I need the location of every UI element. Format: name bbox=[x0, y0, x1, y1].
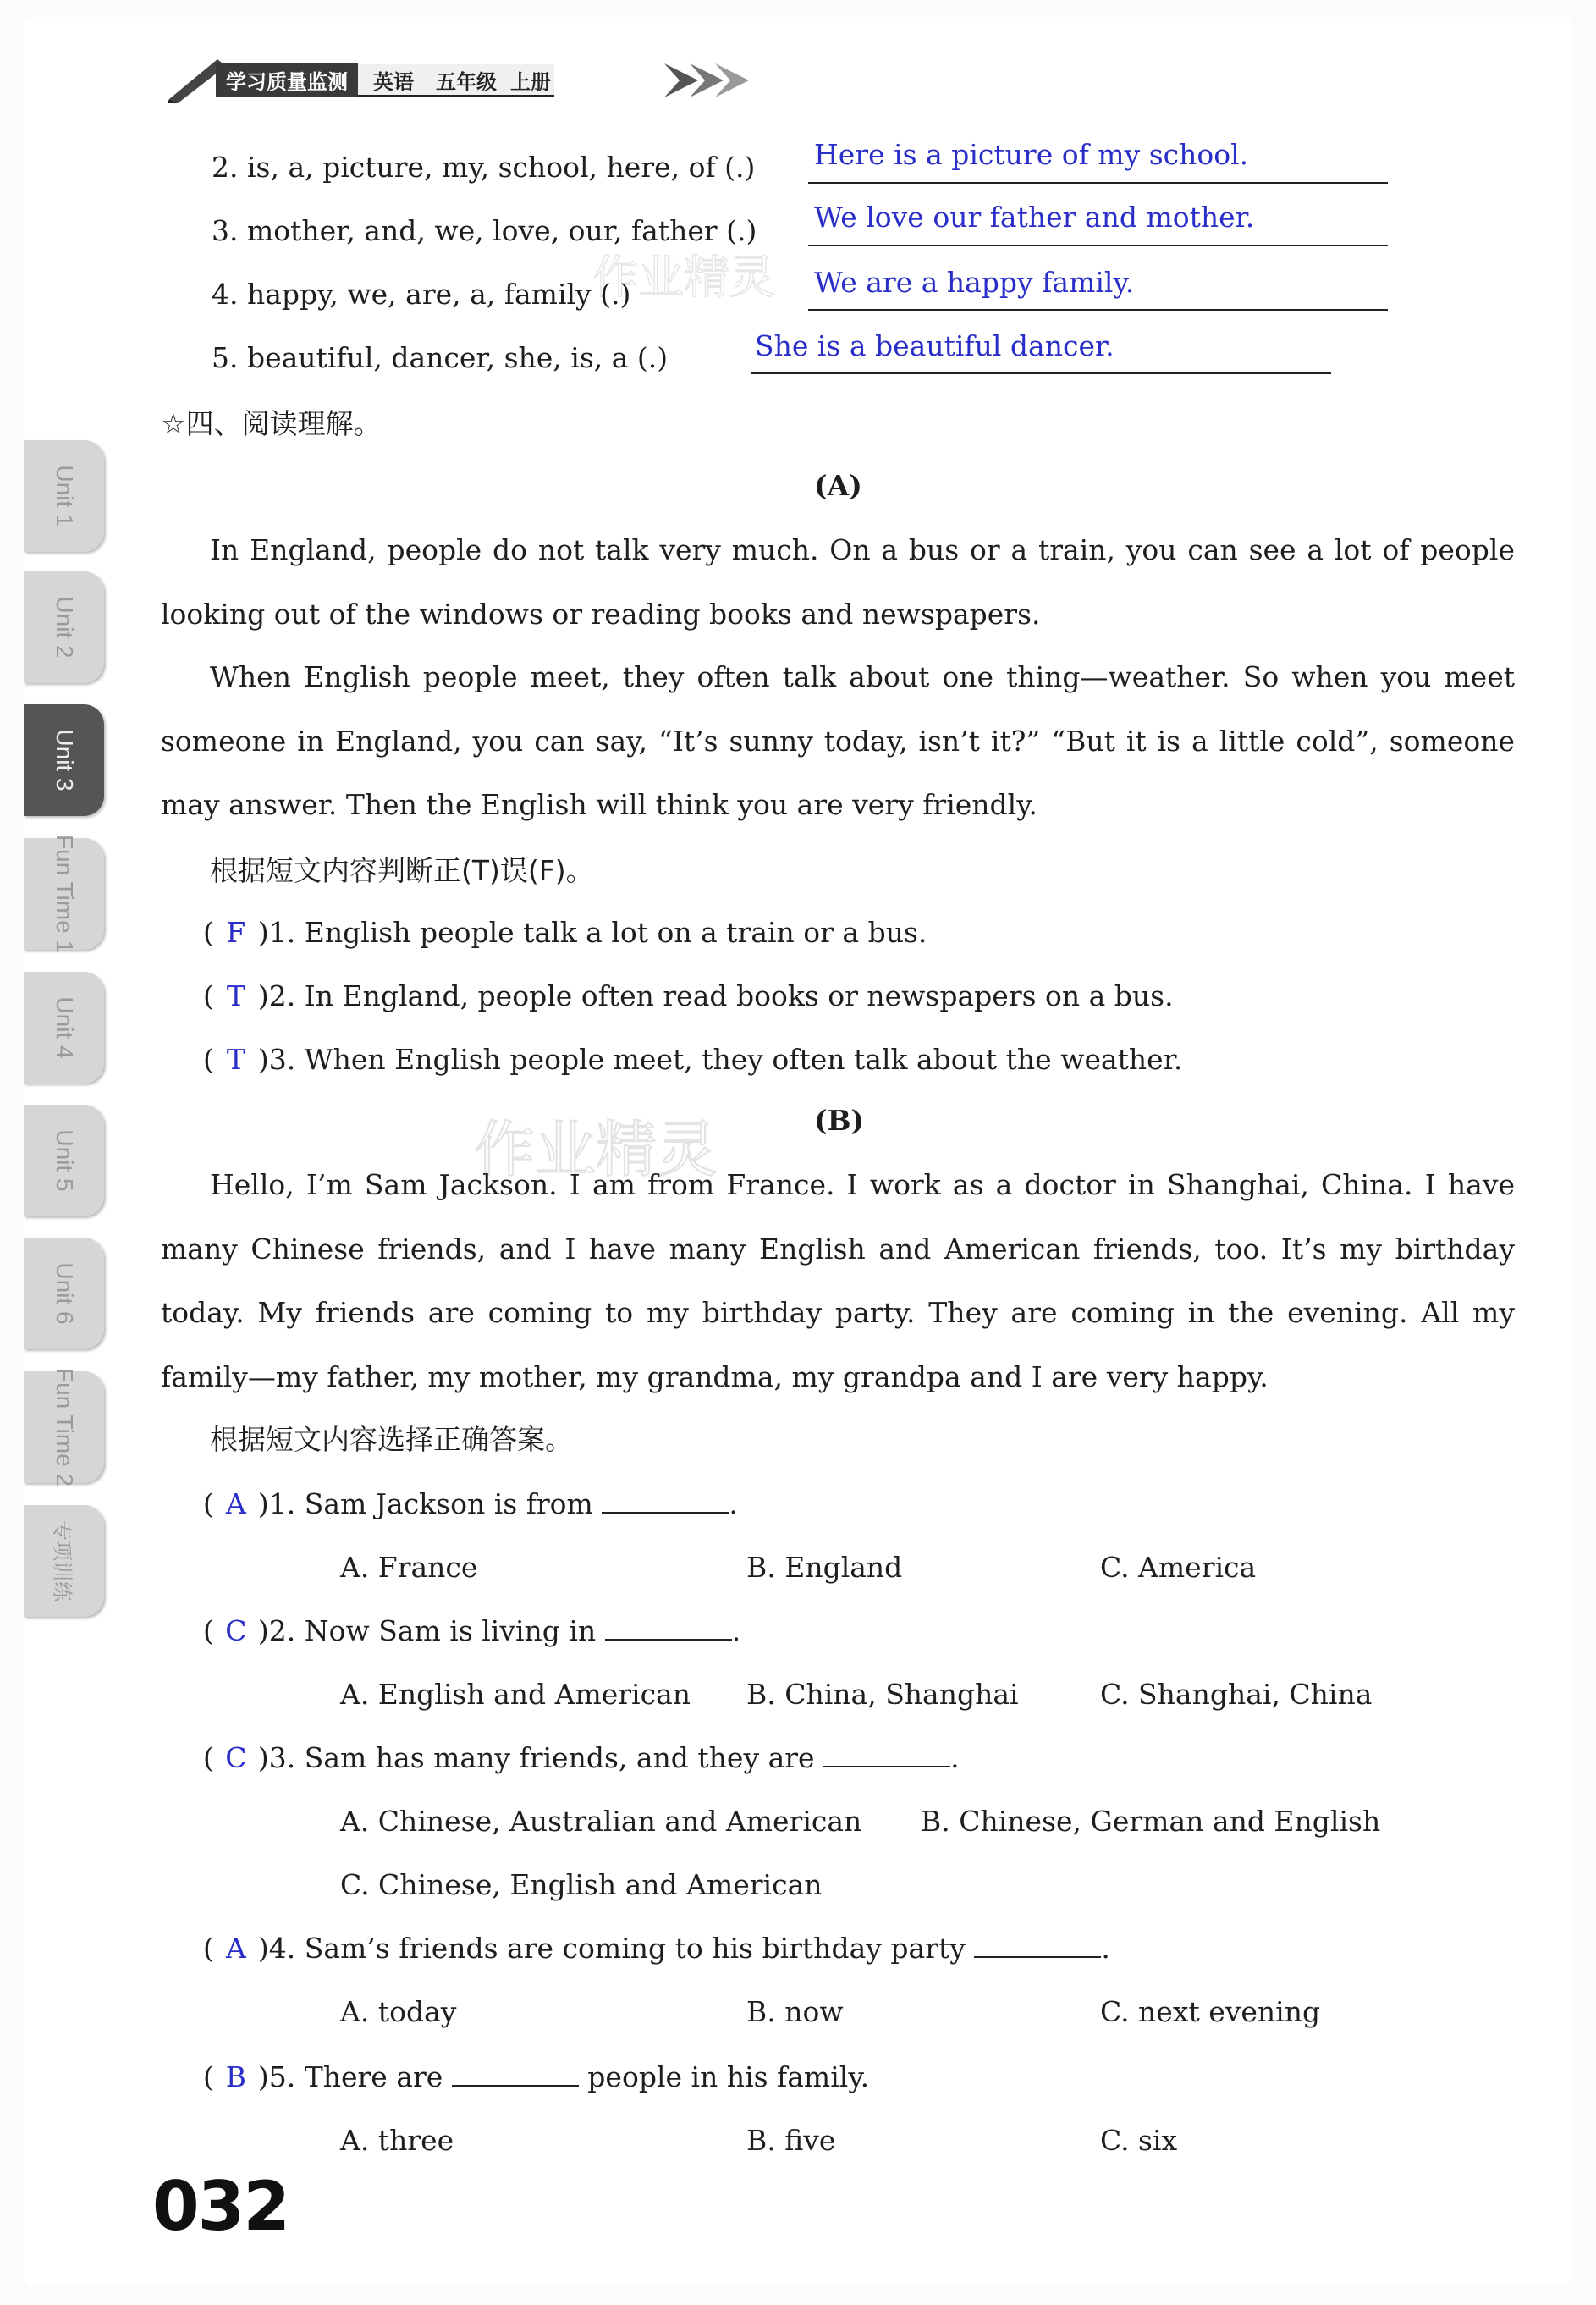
page-header bbox=[165, 52, 774, 103]
answer-mark: T bbox=[226, 1043, 245, 1076]
answer-blank bbox=[605, 1617, 732, 1641]
passage-b-paragraph: Hello, I’m Sam Jackson. I am from France. I work as a doctor in Shanghai, China. I have many Chinese friends, and I have many English and American friends, too. It’s my birthday today. My friends are coming to my birthday party. They are coming in the evening. All my family—my father, my mother, my grandma, my grandpa and I are very happy. bbox=[161, 1168, 1515, 1393]
answer-mark: B bbox=[225, 2060, 246, 2093]
header-subject: 英语 bbox=[373, 69, 414, 94]
mc-question: ( C )2. Now Sam is living in . bbox=[203, 1614, 741, 1647]
tab-fun-time-2[interactable]: Fun Time 2 bbox=[24, 1371, 104, 1483]
mc-question: ( B )5. There are people in his family. bbox=[203, 2060, 870, 2093]
answer-line bbox=[808, 245, 1388, 246]
option: C. next evening bbox=[1100, 1995, 1321, 2028]
option: B. five bbox=[746, 2124, 836, 2157]
header-band bbox=[216, 64, 554, 97]
reorder-prompt: 5. beautiful, dancer, she, is, a (.) bbox=[212, 341, 669, 374]
reorder-prompt: 4. happy, we, are, a, family (.) bbox=[212, 278, 631, 311]
reorder-answer: Here is a picture of my school. bbox=[814, 138, 1249, 171]
passage-a-label: (A) bbox=[814, 469, 862, 502]
watermark: 作业精灵 bbox=[592, 251, 775, 304]
tab-special-training[interactable]: 专项训练 bbox=[24, 1505, 104, 1617]
tf-question: ( F )1. English people talk a lot on a train or a bus. bbox=[203, 916, 927, 949]
answer-line bbox=[751, 372, 1331, 374]
tab-unit-4[interactable]: Unit 4 bbox=[24, 972, 104, 1084]
instruction: 根据短文内容判断正(T)误(F)。 bbox=[210, 854, 594, 887]
reorder-answer: We love our father and mother. bbox=[814, 201, 1255, 234]
passage-a-paragraph-1: In England, people do not talk very much. On a bus or a train, you can see a lot of people looking out of the windows or reading books and newspapers. bbox=[161, 533, 1515, 631]
reorder-prompt: 2. is, a, picture, my, school, here, of (.) bbox=[212, 151, 756, 184]
answer-mark: A bbox=[225, 1487, 246, 1520]
answer-mark: F bbox=[226, 916, 246, 949]
answer-blank bbox=[602, 1490, 729, 1514]
option: A. today bbox=[340, 1995, 457, 2028]
reorder-answer: She is a beautiful dancer. bbox=[755, 329, 1114, 362]
chevron-right-icon bbox=[664, 59, 766, 102]
tab-unit-5[interactable]: Unit 5 bbox=[24, 1105, 104, 1216]
answer-blank bbox=[823, 1744, 950, 1767]
tab-fun-time-1[interactable]: Fun Time 1 bbox=[24, 838, 104, 950]
header-volume: 上册 bbox=[510, 69, 551, 94]
reorder-prompt: 3. mother, and, we, love, our, father (.) bbox=[212, 214, 757, 247]
option: B. England bbox=[746, 1551, 903, 1584]
header-title: 学习质量监测 bbox=[216, 63, 358, 97]
option: B. now bbox=[746, 1995, 844, 2028]
tab-unit-3[interactable]: Unit 3 bbox=[24, 704, 104, 816]
watermark: 作业精灵 bbox=[474, 1114, 718, 1185]
instruction: 根据短文内容选择正确答案。 bbox=[210, 1423, 573, 1456]
tf-question: ( T )3. When English people meet, they often talk about the weather. bbox=[203, 1043, 1183, 1076]
answer-blank bbox=[452, 2063, 579, 2087]
answer-mark: A bbox=[225, 1932, 246, 1965]
mc-question: ( A )4. Sam’s friends are coming to his birthday party . bbox=[203, 1932, 1110, 1965]
tab-unit-1[interactable]: Unit 1 bbox=[24, 440, 104, 552]
page-number: 032 bbox=[152, 2167, 289, 2246]
passage-a-paragraph-2: When English people meet, they often talk about one thing—weather. So when you meet someone in England, you can say, “It’s sunny today, isn’t it?” “But it is a little cold”, someone may answer. Then the English will think you are very friendly. bbox=[161, 660, 1515, 821]
option: A. English and American bbox=[340, 1678, 691, 1711]
option: A. France bbox=[340, 1551, 478, 1584]
option: C. America bbox=[1100, 1551, 1257, 1584]
tab-unit-6[interactable]: Unit 6 bbox=[24, 1238, 104, 1349]
option: A. Chinese, Australian and American bbox=[340, 1805, 862, 1838]
mc-question: ( A )1. Sam Jackson is from . bbox=[203, 1487, 738, 1520]
option: C. Shanghai, China bbox=[1100, 1678, 1373, 1711]
header-grade: 五年级 bbox=[436, 69, 497, 94]
answer-line bbox=[808, 182, 1388, 184]
answer-blank bbox=[974, 1934, 1101, 1958]
option: B. Chinese, German and English bbox=[921, 1805, 1381, 1838]
answer-mark: T bbox=[226, 979, 245, 1012]
tf-question: ( T )2. In England, people often read books or newspapers on a bus. bbox=[203, 979, 1174, 1012]
passage-b-label: (B) bbox=[814, 1104, 865, 1137]
answer-mark: C bbox=[225, 1614, 247, 1647]
option: B. China, Shanghai bbox=[746, 1678, 1019, 1711]
tab-unit-2[interactable]: Unit 2 bbox=[24, 571, 104, 683]
answer-mark: C bbox=[225, 1741, 247, 1774]
option: A. three bbox=[340, 2124, 454, 2157]
mc-question: ( C )3. Sam has many friends, and they are . bbox=[203, 1741, 960, 1774]
section-title: ☆四、阅读理解。 bbox=[161, 407, 382, 440]
answer-line bbox=[808, 309, 1388, 311]
reorder-answer: We are a happy family. bbox=[814, 266, 1135, 299]
option: C. Chinese, English and American bbox=[340, 1868, 823, 1901]
option: C. six bbox=[1100, 2124, 1178, 2157]
